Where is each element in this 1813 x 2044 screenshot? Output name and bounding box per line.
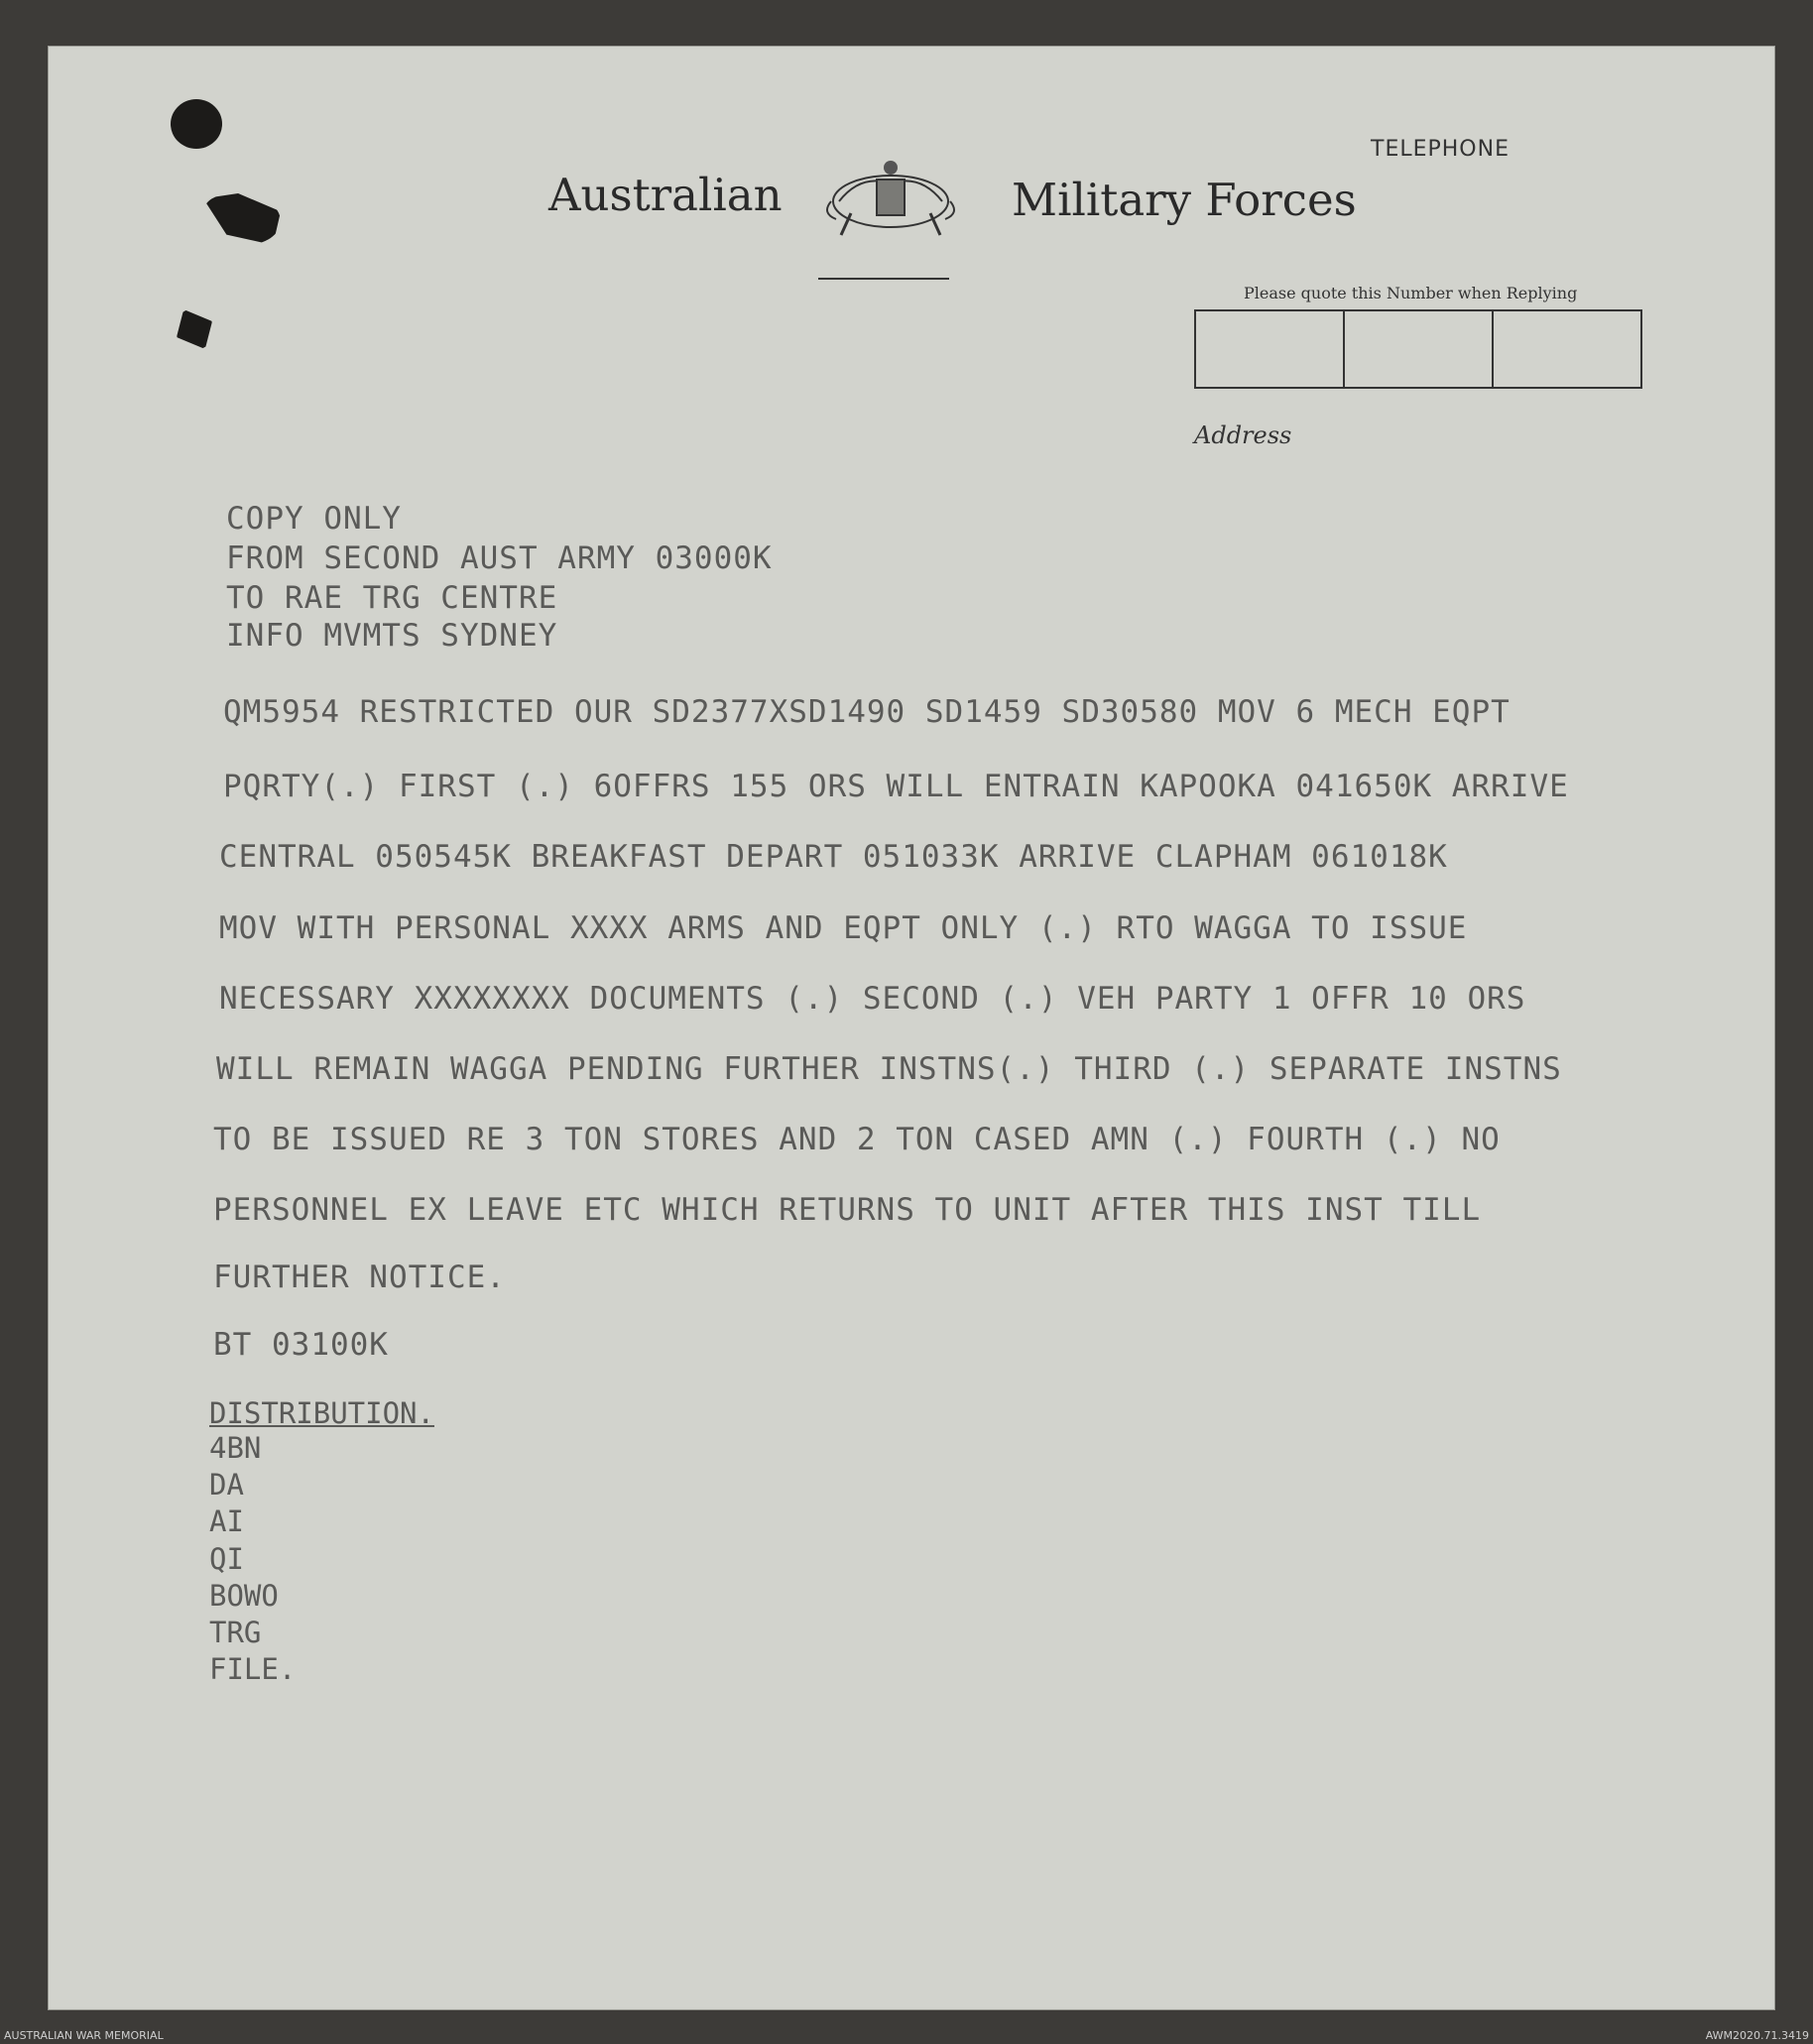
bt-line: BT 03100K — [213, 1327, 389, 1363]
coat-of-arms-icon — [821, 144, 960, 243]
distribution-item: QI — [209, 1542, 244, 1576]
header-line: INFO MVMTS SYDNEY — [226, 618, 558, 654]
body-line: PQRTY(.) FIRST (.) 6OFFRS 155 ORS WILL ENTRAIN KAPOOKA 041650K ARRIVE — [223, 769, 1569, 804]
body-line: WILL REMAIN WAGGA PENDING FURTHER INSTNS(.) THIRD (.) SEPARATE INSTNS — [216, 1051, 1562, 1087]
body-line: TO BE ISSUED RE 3 TON STORES AND 2 TON CASED AMN (.) FOURTH (.) NO — [213, 1122, 1501, 1157]
body-line: CENTRAL 050545K BREAKFAST DEPART 051033K ARRIVE CLAPHAM 061018K — [219, 839, 1448, 875]
distribution-item: FILE. — [209, 1652, 297, 1686]
address-label: Address — [1194, 421, 1292, 449]
footer-right: AWM2020.71.3419 — [1705, 2029, 1809, 2042]
body-line: NECESSARY XXXXXXXX DOCUMENTS (.) SECOND (.) VEH PARTY 1 OFFR 10 ORS — [219, 981, 1526, 1017]
body-line: FURTHER NOTICE. — [213, 1260, 506, 1295]
reference-cell — [1494, 311, 1640, 387]
header-line: TO RAE TRG CENTRE — [226, 580, 558, 616]
distribution-item: TRG — [209, 1616, 262, 1649]
distribution-item: 4BN — [209, 1431, 262, 1465]
letterhead-title-left: Australian — [548, 169, 783, 221]
reference-cell — [1196, 311, 1345, 387]
body-line: QM5954 RESTRICTED OUR SD2377XSD1490 SD1459 SD30580 MOV 6 MECH EQPT — [223, 694, 1511, 730]
punch-hole — [171, 99, 222, 149]
reference-cell — [1345, 311, 1494, 387]
letterhead-title-right: Military Forces — [1012, 174, 1357, 226]
distribution-item: AI — [209, 1504, 244, 1538]
letterhead-rule — [818, 278, 949, 280]
quote-number-note: Please quote this Number when Replying — [1244, 284, 1578, 302]
body-line: MOV WITH PERSONAL XXXX ARMS AND EQPT ONLY (.) RTO WAGGA TO ISSUE — [219, 910, 1468, 946]
telephone-label: TELEPHONE — [1371, 137, 1510, 162]
header-line: COPY ONLY — [226, 501, 402, 537]
distribution-item: DA — [209, 1468, 244, 1502]
distribution-item: BOWO — [209, 1579, 279, 1613]
header-line: FROM SECOND AUST ARMY 03000K — [226, 541, 773, 576]
distribution-heading: DISTRIBUTION. — [209, 1396, 434, 1430]
footer-left: AUSTRALIAN WAR MEMORIAL — [4, 2029, 164, 2042]
body-line: PERSONNEL EX LEAVE ETC WHICH RETURNS TO UNIT AFTER THIS INST TILL — [213, 1192, 1482, 1228]
reference-number-box — [1194, 309, 1642, 389]
